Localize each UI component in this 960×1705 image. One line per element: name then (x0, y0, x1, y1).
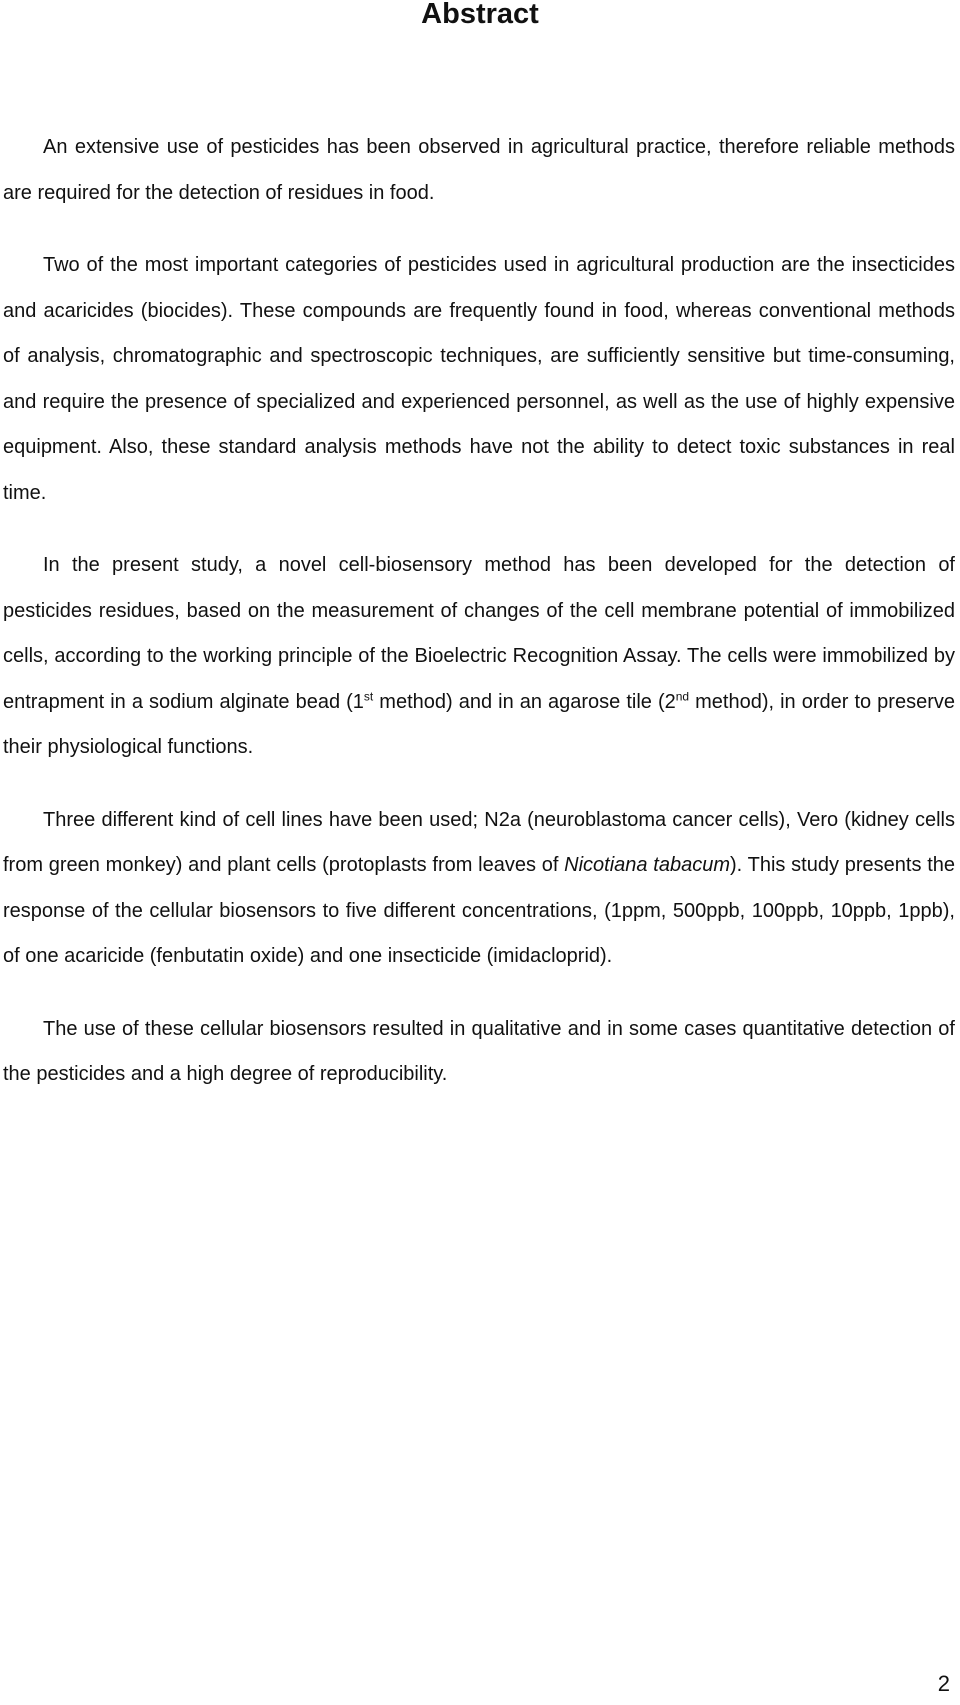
present-study-text-end: method), in order to preserve their physiological functions. (3, 690, 955, 758)
cell-lines-text-end: ). This study presents the response of the cellular biosensors to five different concentrations, (1ppm, 500ppb, 100ppb, 10ppb, 1ppb), of one acaricide (fenbutatin oxide) and one insecticide (imidacloprid). (3, 854, 955, 967)
abstract-title: Abstract (421, 0, 539, 30)
present-study-text-middle: method) and in an agarose tile (2 (373, 690, 676, 713)
present-study-text-start: In the present study, a novel cell-biosensory method has been developed for the detection of pesticides residues, based on the measurement of changes of the cell membrane potential of immobilized cells, according to the working principle of the Bioelectric Recognition Assay. The cells were immobilized by entrapment in a sodium alginate bead (1 (3, 554, 955, 713)
second-method-superscript: nd (675, 688, 690, 703)
paragraph-pesticide-use: An extensive use of pesticides has been observed in agricultural practice, therefore reliable methods are required for the detection of residues in food. (3, 136, 955, 204)
paragraph-conventional-methods: Two of the most important categories of pesticides used in agricultural production are the insecticides and acaricides (biocides). These compounds are frequently found in food, whereas conventional methods of analysis, chromatographic and spectroscopic techniques, are sufficiently sensitive but time-consuming, and require the presence of specialized and experienced personnel, as well as the use of highly expensive equipment. Also, these standard analysis methods have not the ability to detect toxic substances in real time. (3, 254, 955, 504)
first-method-superscript: st (363, 688, 374, 703)
paragraph-results: The use of these cellular biosensors resulted in qualitative and in some cases quantitative detection of the pesticides and a high degree of reproducibility. (3, 1017, 955, 1085)
cell-lines-text-start: Three different kind of cell lines have been used; N2a (neuroblastoma cancer cells), Vero (kidney cells from green monkey) and plant cells (protoplasts from leaves of (3, 808, 955, 876)
page-number: 2 (937, 1671, 950, 1696)
abstract-body (3, 125, 955, 1125)
paragraph-present-study (3, 543, 955, 771)
paragraph-cell-lines (3, 798, 955, 980)
species-name: Nicotiana tabacum (564, 854, 731, 876)
